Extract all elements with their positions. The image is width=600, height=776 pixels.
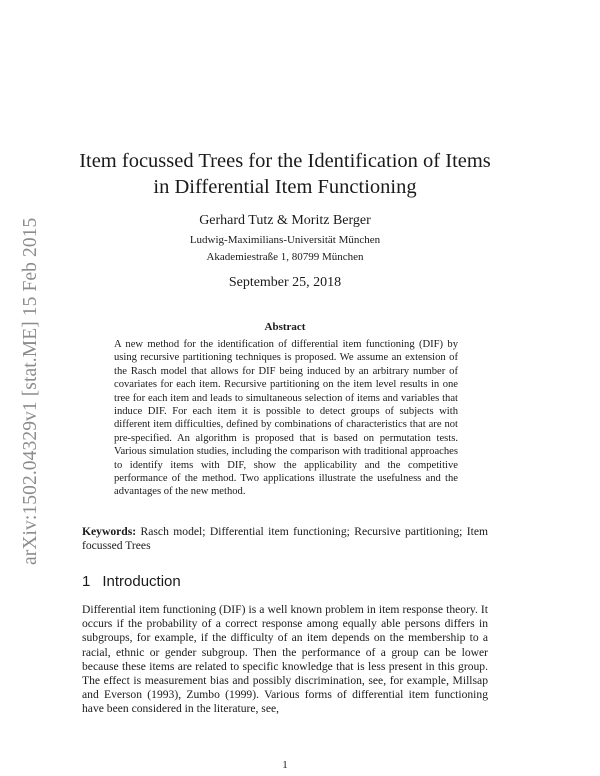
introduction-paragraph: Differential item functioning (DIF) is a well known problem in item response theory. It occurs if the probability of a correct response among equally able persons differs in subgroups, for example, if the difficulty of an item depends on the membership to a racial, ethnic or gender subgroup. Then the performance of a group can be lower because these items are related to specific knowledge that is less present in this group. The effect is measurement bias and possibly discrimination, see, for example, Millsap and Everson (1993), Zumbo (1999). Various forms of differential item functioning have been considered in the literature, see, [82,603,488,716]
abstract-text: A new method for the identification of differential item functioning (DIF) by using recursive partitioning techniques is proposed. We assume an extension of the Rasch model that allows for DIF being induced by an arbitrary number of covariates for each item. Recursive partitioning on the item level results in one tree for each item and leads to simultaneous selection of items and variables that induce DIF. For each item it is possible to detect groups of subjects with different item difficulties, defined by combinations of characteristics that are not pre-specified. An algorithm is proposed that is based on permutation tests. Various simulation studies, including the comparison with traditional approaches to identify items with DIF, show the applicability and the competitive performance of the method. Two applications illustrate the usefulness and the advantages of the new method. [114,339,458,498]
paper-date: September 25, 2018 [228,275,342,290]
paper-title-line-1: Item focussed Trees for the Identification of Items [79,150,491,172]
section-title: Introduction [102,573,181,590]
section-number: 1 [82,573,91,590]
keywords-block [82,525,488,553]
section-heading-introduction [82,572,181,592]
paper-title-line-2: in Differential Item Functioning [153,176,417,198]
keywords-label: Keywords: [82,525,137,538]
arxiv-identifier-stamp: arXiv:1502.04329v1 [stat.ME] 15 Feb 2015 [20,217,41,565]
keywords-text: Rasch model; Differential item functioning; Recursive partitioning; Item focussed Trees [82,525,488,552]
paper-title [70,148,500,200]
paper-authors: Gerhard Tutz & Moritz Berger [199,213,371,228]
page-number: 1 [282,759,288,771]
abstract-heading: Abstract [264,321,306,333]
author-address: Akademiestraße 1, 80799 München [206,251,364,263]
author-institution: Ludwig-Maximilians-Universität München [189,234,381,246]
